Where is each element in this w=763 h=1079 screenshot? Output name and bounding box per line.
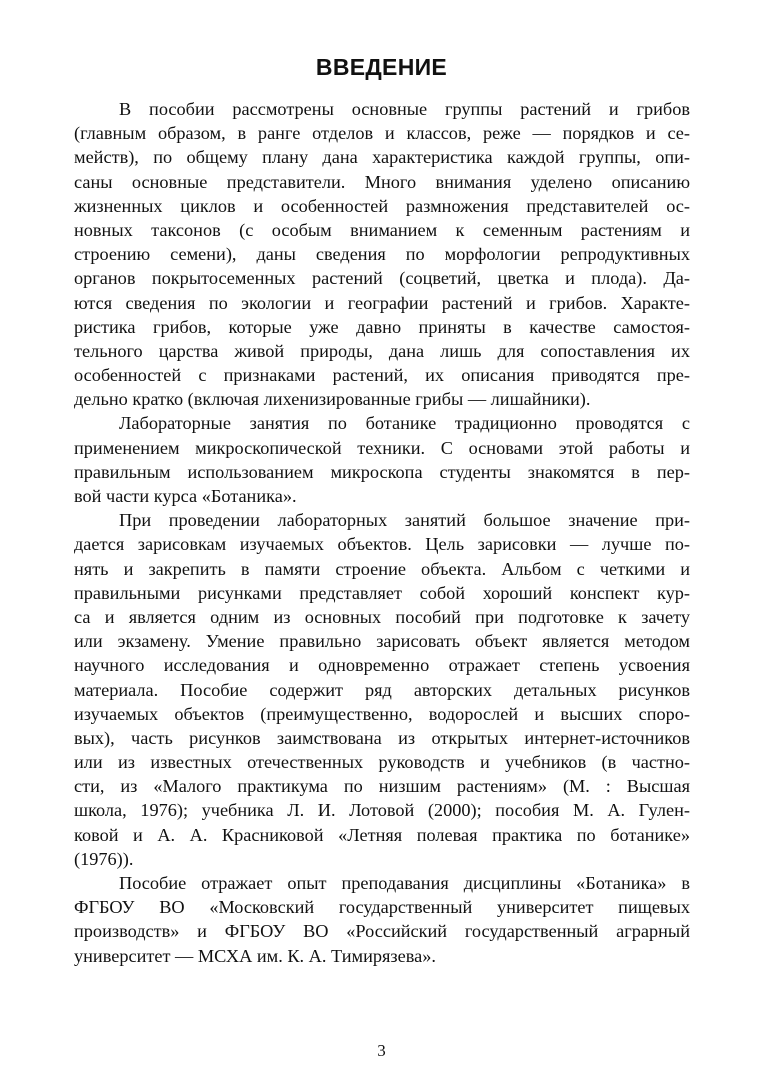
text-line: школа, 1976); учебника Л. И. Лотовой (2000); пособия М. А. Гулен- [74, 800, 690, 821]
text-line: Пособие отражает опыт преподавания дисциплины «Ботаника» в [119, 873, 690, 893]
text-line: применением микроскопической техники. С основами этой работы и [74, 437, 690, 458]
paragraph [74, 97, 690, 411]
text-line: или из известных отечественных руководств и учебников (в частно- [74, 752, 690, 773]
paragraph [74, 508, 690, 871]
text-line: вых), часть рисунков заимствована из открытых интернет-источников [74, 727, 690, 748]
text-line: мейств), по общему плану дана характеристика каждой группы, опи- [74, 147, 690, 168]
text-line: (главным образом, в ранге отделов и классов, реже — порядков и се- [74, 123, 690, 144]
paragraph [74, 411, 690, 508]
text-line: тельного царства живой природы, дана лишь для сопоставления их [74, 340, 690, 361]
text-line: нять и закрепить в памяти строение объекта. Альбом с четкими и [74, 558, 690, 579]
text-line: ФГБОУ ВО «Московский государственный университет пищевых [74, 897, 690, 918]
text-line: производств» и ФГБОУ ВО «Российский государственный аграрный [74, 921, 690, 942]
text-line: са и является одним из основных пособий при подготовке к зачету [74, 606, 690, 627]
text-line: изучаемых объектов (преимущественно, водорослей и высших споро- [74, 703, 690, 724]
body-text [74, 97, 690, 968]
text-line: дается зарисовкам изучаемых объектов. Цель зарисовки — лучше по- [74, 534, 690, 555]
paragraph [74, 871, 690, 968]
text-line: ются сведения по экологии и географии растений и грибов. Характе- [74, 292, 690, 313]
text-line: При проведении лабораторных занятий большое значение при- [119, 510, 690, 531]
text-line: вой части курса «Ботаника». [74, 486, 297, 506]
text-line: или экзамену. Умение правильно зарисовать объект является методом [74, 631, 690, 652]
text-line: университет — МСХА им. К. А. Тимирязева». [74, 945, 436, 966]
page-number: 3 [377, 1041, 386, 1060]
text-line: дельно кратко (включая лихенизированные грибы — лишайники). [74, 389, 591, 410]
text-line: саны основные представители. Много внимания уделено описанию [74, 171, 690, 192]
text-line: органов покрытосеменных растений (соцветий, цветка и плода). Да- [74, 268, 690, 289]
page-title: ВВЕДЕНИЕ [315, 54, 448, 80]
text-line: новных таксонов (с особым вниманием к семенным растениям и [74, 219, 690, 240]
text-line: (1976)). [74, 848, 134, 869]
text-line: ковой и А. А. Красниковой «Летняя полевая практика по ботанике» [74, 824, 690, 845]
text-line: Лабораторные занятия по ботанике традиционно проводятся с [119, 413, 690, 434]
text-line: строению семени), даны сведения по морфологии репродуктивных [74, 244, 690, 265]
text-line: сти, из «Малого практикума по низшим растениям» (М. : Высшая [74, 776, 690, 797]
text-line: материала. Пособие содержит ряд авторских детальных рисунков [74, 679, 690, 700]
text-line: В пособии рассмотрены основные группы растений и грибов [119, 99, 690, 119]
text-line: особенностей с признаками растений, их описания приводятся пре- [74, 365, 690, 386]
text-line: ристика грибов, которые уже давно приняты в качестве самостоя- [74, 316, 690, 337]
text-line: научного исследования и одновременно отражает степень усвоения [74, 655, 690, 676]
text-line: правильными рисунками представляет собой хороший конспект кур- [74, 582, 690, 603]
text-line: жизненных циклов и особенностей размножения представителей ос- [74, 195, 690, 216]
text-line: правильным использованием микроскопа студенты знакомятся в пер- [74, 461, 690, 482]
